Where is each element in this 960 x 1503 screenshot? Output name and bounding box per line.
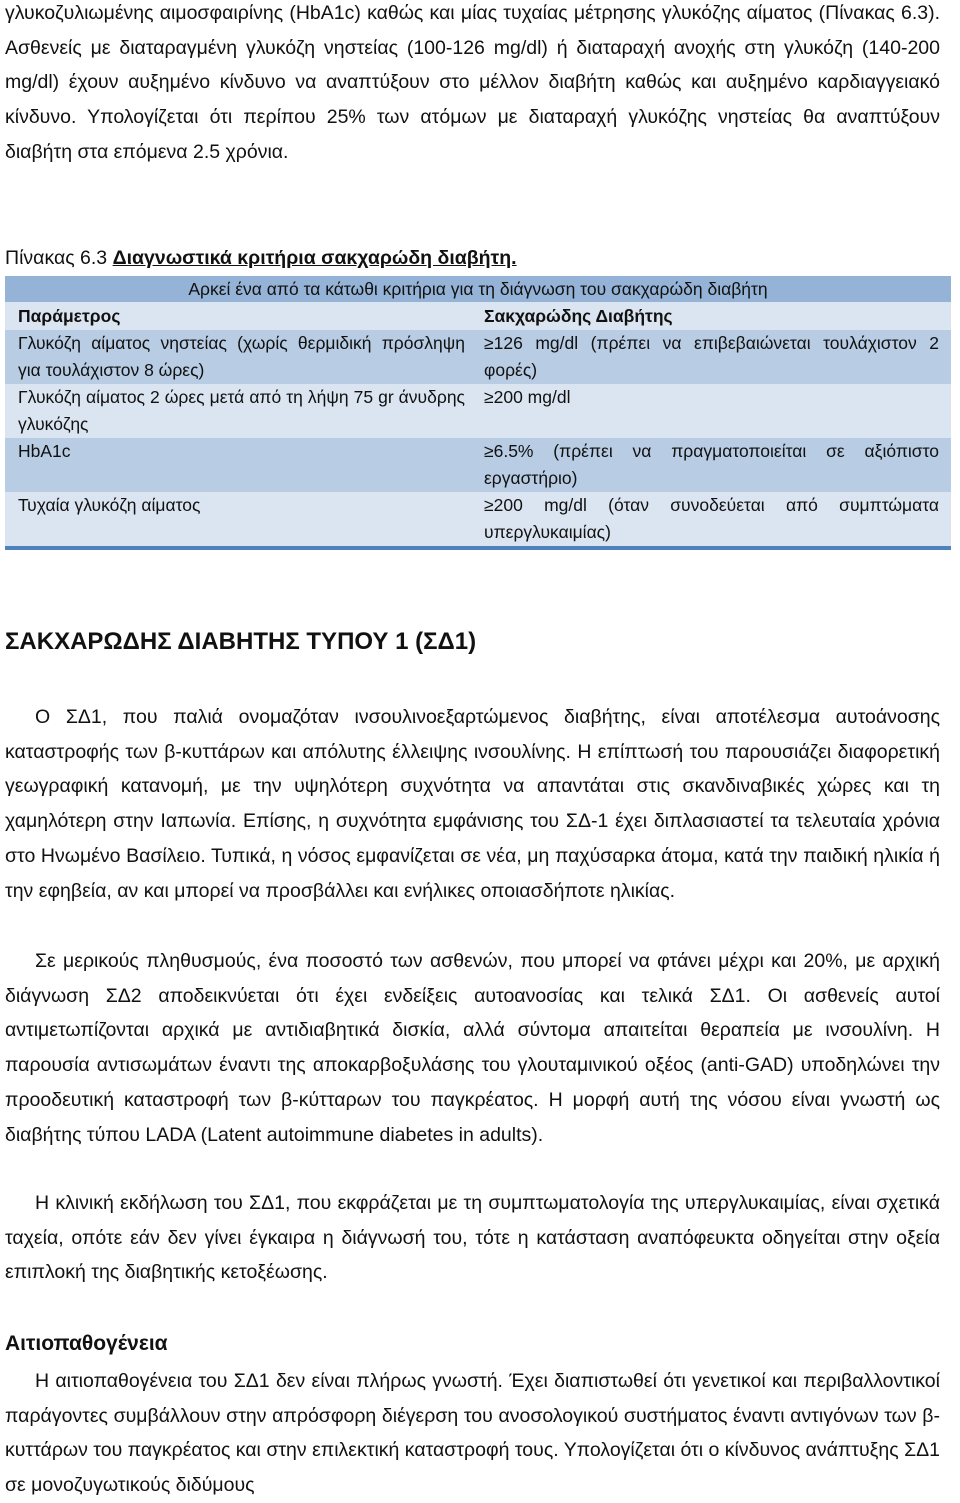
- table-cell-value: ≥6.5% (πρέπει να πραγματοποιείται σε αξιόπιστο εργαστήριο): [484, 441, 939, 488]
- table-caption: [5, 243, 517, 273]
- type1-paragraph: Σε μερικούς πληθυσμούς, ένα ποσοστό των ασθενών, που μπορεί να φτάνει μέχρι και 20%, με αρχική διάγνωση ΣΔ2 αποδεικνύεται ότι έχει ενδείξεις αυτοανοσίας και τελικά ΣΔ1. Οι ασθενείς αυτοί αντιμετωπίζονται αρχικά με αντιδιαβητικά δισκία, αλλά σύντομα απαιτείται θεραπεία με ινσουλίνη. Η παρουσία αντισωμάτων έναντι της αποκαρβοξυλάσης του γλουταμινικού οξέος (anti-GAD) υποδηλώνει την προοδευτική καταστροφή των β-κύτταρων του παγκρέατος. Η μορφή αυτή της νόσου είναι γνωστή ως διαβήτης τύπου LADA (Latent autoimmune diabetes in adults).: [5, 950, 940, 1146]
- table-row: [5, 492, 951, 550]
- column-header-diabetes: Σακχαρώδης Διαβήτης: [484, 306, 673, 326]
- table-row: [5, 384, 951, 438]
- table-caption-prefix: Πίνακας 6.3: [5, 247, 113, 269]
- table-caption-title: Διαγνωστικά κριτήρια σακχαρώδη διαβήτη.: [112, 247, 517, 269]
- table-row: [5, 330, 951, 384]
- table-note-row: [5, 276, 951, 302]
- type1-paragraph: Η κλινική εκδήλωση του ΣΔ1, που εκφράζεται με τη συμπτωματολογία της υπεργλυκαιμίας, είναι σχετικά ταχεία, οπότε εάν δεν γίνει έγκαιρα η διάγνωσή του, τότε η κατάσταση αναπόφευκτα οδηγείται στην οξεία επιπλοκή της διαβητικής κετοξέωσης.: [5, 1192, 940, 1284]
- table-row: [5, 438, 951, 492]
- table-cell-parameter: HbA1c: [18, 441, 71, 461]
- table-header-row: [5, 302, 951, 330]
- table-cell-parameter: Γλυκόζη αίματος νηστείας (χωρίς θερμιδική πρόσληψη για τουλάχιστον 8 ώρες): [18, 333, 465, 380]
- table-cell-parameter: Τυχαία γλυκόζη αίματος: [18, 495, 201, 515]
- table-cell-value: ≥126 mg/dl (πρέπει να επιβεβαιώνεται τουλάχιστον 2 φορές): [484, 333, 939, 380]
- section-title: ΣΑΚΧΑΡΩΔΗΣ ΔΙΑΒΗΤΗΣ ΤΥΠΟΥ 1 (ΣΔ1): [5, 628, 477, 655]
- diagnostic-criteria-table: [5, 276, 951, 550]
- table-cell-parameter: Γλυκόζη αίματος 2 ώρες μετά από τη λήψη 75 gr άνυδρης γλυκόζης: [18, 387, 465, 434]
- table-note: Αρκεί ένα από τα κάτωθι κριτήρια για τη διάγνωση του σακχαρώδη διαβήτη: [188, 279, 768, 299]
- type1-paragraph: Ο ΣΔ1, που παλιά ονομαζόταν ινσουλινοεξαρτώμενος διαβήτης, είναι αποτέλεσμα αυτοάνοσης καταστροφής των β-κυττάρων και απόλυτης έλλειψης ινσουλίνης. Η επίπτωσή του παρουσιάζει διαφορετική γεωγραφική κατανομή, με την υψηλότερη συχνότητα να απαντάται στις σκανδιναβικές χώρες και τη χαμηλότερη στην Ιαπωνία. Επίσης, η συχνότητα εμφάνισης του ΣΔ-1 έχει διπλασιαστεί τα τελευταία χρόνια στο Ηνωμένο Βασίλειο. Τυπικά, η νόσος εμφανίζεται σε νέα, μη παχύσαρκα άτομα, κατά την παιδική ηλικία ή την εφηβεία, αν και μπορεί να προσβάλλει και ενήλικες οποιασδήποτε ηλικίας.: [5, 706, 940, 902]
- intro-paragraph: γλυκοζυλιωμένης αιμοσφαιρίνης (HbA1c) καθώς και μίας τυχαίας μέτρησης γλυκόζης αίματος (Πίνακας 6.3). Ασθενείς με διαταραγμένη γλυκόζη νηστείας (100-126 mg/dl) ή διαταραχή ανοχής στη γλυκόζη (140-200 mg/dl) έχουν αυξημένο κίνδυνο να αναπτύξουν στο μέλλον διαβήτη καθώς και αυξημένο καρδιαγγειακό κίνδυνο. Υπολογίζεται ότι περίπου 25% των ατόμων με διαταραχή γλυκόζης νηστείας θα αναπτύξουν διαβήτη στα επόμενα 2.5 χρόνια.: [5, 2, 940, 163]
- table-cell-value: ≥200 mg/dl (όταν συνοδεύεται από συμπτώματα υπεργλυκαιμίας): [484, 495, 939, 542]
- subsection-title: Αιτιοπαθογένεια: [5, 1332, 168, 1355]
- etiology-paragraph: Η αιτιοπαθογένεια του ΣΔ1 δεν είναι πλήρως γνωστή. Έχει διαπιστωθεί ότι γενετικοί και περιβαλλοντικοί παράγοντες συμβάλλουν στην απρόσφορη διέγερση του ανοσολογικού συστήματος έναντι αντιγόνων των β-κυττάρων του παγκρέατος και στην επιλεκτική καταστροφή τους. Υπολογίζεται ότι ο κίνδυνος ανάπτυξης ΣΔ1 σε μονοζυγωτικούς διδύμους: [5, 1370, 940, 1497]
- table-cell-value: ≥200 mg/dl: [484, 387, 571, 407]
- column-header-parameter: Παράμετρος: [18, 306, 121, 326]
